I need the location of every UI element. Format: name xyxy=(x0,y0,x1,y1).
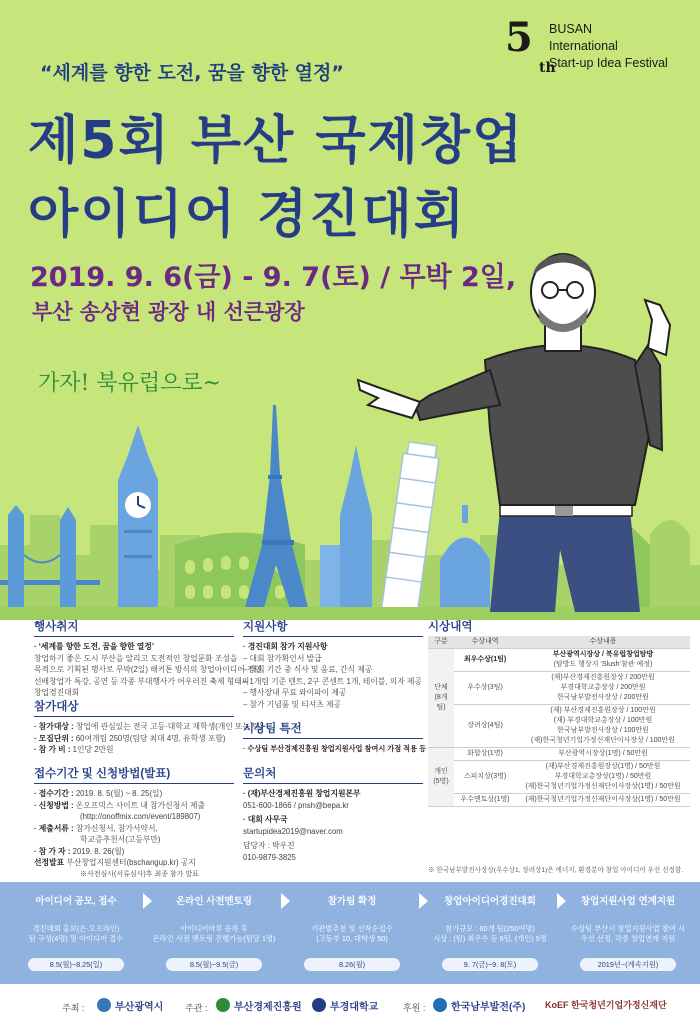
step-description xyxy=(12,924,140,954)
prize-table-body xyxy=(428,649,690,807)
prize-item: 한국남부발전사장상 / 100만원 xyxy=(557,727,649,734)
step-title: 온라인 사전멘토링 xyxy=(175,896,253,907)
support-line: – 행사장내 무료 와이파이 제공 xyxy=(243,688,347,697)
step-description xyxy=(426,924,554,954)
prize-note: ※ 한국남부발전사장상(우수상1, 장려상1)은 에너지, 환경분야 창업 아이디어 우선 선정함. xyxy=(428,867,684,874)
sponsor-1: 한국남부발전(주) xyxy=(451,1002,526,1013)
application-value: 온오프믹스 사이트 내 참가신청서 제출 xyxy=(75,800,205,810)
prize-table xyxy=(428,636,690,807)
prize-header: 수상내역 xyxy=(454,636,516,649)
prize-header-row xyxy=(428,636,690,649)
eligibility-value: 창업에 관심있는 전국 고등·대학교 재학생(개인 또는 팀) xyxy=(75,722,263,731)
contact-line[interactable]: 051-600-1866 / pnsh@bepa.kr xyxy=(243,800,349,810)
section-eligibility-title: 참가대상 xyxy=(34,698,234,717)
contact-email[interactable]: startupidea2019@naver.com xyxy=(243,826,343,836)
festival-line-3: Start-up Idea Festival xyxy=(549,56,668,70)
eligibility-key: · 참 가 비 : xyxy=(34,745,71,754)
step-description xyxy=(288,924,416,954)
main-title-line-1: 제5회 부산 국제창업 xyxy=(28,111,525,171)
section-contact-title: 문의처 xyxy=(243,765,423,784)
eligibility-key: · 모집단위 : xyxy=(34,733,74,743)
step-desc-line: 시상 : (팀) 최우수 등 9팀, (개인) 5명 xyxy=(433,934,547,943)
section-support-body xyxy=(243,641,423,710)
section-purpose xyxy=(34,618,265,699)
sponsor-footer xyxy=(0,990,700,1023)
prize-content xyxy=(516,649,690,672)
eligibility-value: 1인당 2만원 xyxy=(72,745,114,754)
step-date: 8.5(월)~9.5(금) xyxy=(166,958,262,971)
application-value: 참가신청서, 참가서약서, xyxy=(75,823,158,833)
section-special xyxy=(243,720,427,755)
step-date: 8.26(월) xyxy=(304,958,400,971)
host-label: 주최 : xyxy=(62,1003,85,1013)
step-title: 아이디어 공모, 접수 xyxy=(35,896,117,907)
step-title: 참가팀 확정 xyxy=(327,896,377,907)
event-date: 2019. 9. 6(금) - 9. 7(토) / 무박 2일, xyxy=(30,262,517,293)
step-desc-line: 우선 선정, 각종 창업연계 지원 xyxy=(580,934,676,943)
step-desc-line: 팀 구성(4명) 및 아이디어 접수 xyxy=(28,934,124,943)
section-application-body xyxy=(34,788,234,880)
application-row xyxy=(34,846,234,858)
step-description xyxy=(150,924,278,954)
support-line: – 참가 기념품 및 티셔츠 제공 xyxy=(243,699,342,709)
prize-row xyxy=(428,672,690,705)
step-description xyxy=(564,924,692,954)
prize-header: 구분 xyxy=(428,636,454,649)
section-purpose-body xyxy=(34,641,265,699)
bepa-logo-icon xyxy=(216,998,230,1012)
support-line: – 1개팀 기준 텐트, 2구 콘센트 1개, 테이블, 의자 제공 xyxy=(243,676,422,686)
prize-award: 장려상(4팀) xyxy=(454,705,516,748)
step-date: 2019년~(계속지원) xyxy=(580,958,676,971)
section-contact xyxy=(243,765,423,863)
prize-item: (재) 부경대학교총장상 / 100만원 xyxy=(553,717,653,724)
application-row xyxy=(34,834,234,846)
application-value: 부산창업지원센터(bschangup.kr) 공지 xyxy=(66,858,196,867)
step-desc-line: 경진대회 홍보(온·오프라인) xyxy=(32,924,120,933)
application-value: ※사전심사(서류심사)후 최종 참가 발표 xyxy=(80,870,199,878)
prize-award: 최우수상(1팀) xyxy=(454,649,516,672)
prize-item: (재)한국청년기업가정신재단이사장상(1명) / 50만원 xyxy=(525,783,681,790)
prize-award: 우수멘토상(1명) xyxy=(454,794,516,807)
process-step xyxy=(150,890,278,971)
application-row xyxy=(34,800,234,812)
festival-line-2: International xyxy=(549,39,618,53)
tagline: 가자! 북유럽으로~ xyxy=(38,371,222,396)
purpose-line: 선배창업가 특강, 공연 등 각종 부대행사가 어우러진 축제 형태의 xyxy=(34,676,250,686)
section-prize xyxy=(428,618,690,636)
support-line: – 대회 기간 중 식사 및 음료, 간식 제공 xyxy=(243,665,373,674)
application-value: (http://onoffmix.com/event/189807) xyxy=(80,812,201,821)
sponsor-label: 후원 : xyxy=(403,1003,426,1013)
prize-award: 스피치상(3명) xyxy=(454,761,516,794)
busan-logo-icon xyxy=(97,998,111,1012)
prize-item: (재)한국청년기업가정신재단이사장상 / 100만원 xyxy=(531,737,675,744)
festival-line-1: BUSAN xyxy=(549,22,593,36)
contact-phone[interactable]: 010-9879-3825 xyxy=(243,852,296,862)
section-contact-body xyxy=(243,788,423,863)
process-step xyxy=(12,890,140,971)
section-special-body xyxy=(243,743,427,755)
application-row xyxy=(34,823,234,835)
prize-row xyxy=(428,705,690,748)
eligibility-row xyxy=(34,721,263,733)
step-desc-line: 기관별추천 및 선착순접수 xyxy=(311,924,393,933)
prize-content xyxy=(516,794,690,807)
purpose-line: 목적으로 기획된 행사로 무박(2일) 해커톤 방식의 창업아이디어 경연, xyxy=(34,665,265,674)
application-key: · 제출서류 : xyxy=(34,823,74,833)
prize-row xyxy=(428,649,690,672)
prize-content xyxy=(516,761,690,794)
purpose-line: 창업경진대회 xyxy=(34,688,80,697)
application-row xyxy=(34,857,234,869)
prize-item: 부산광역시장상(1명) / 50만원 xyxy=(558,750,648,757)
section-eligibility-body xyxy=(34,721,263,756)
application-key: · 신청방법 : xyxy=(34,800,74,810)
section-purpose-title: 행사취지 xyxy=(34,618,234,637)
slogan: “세계를 향한 도전, 꿈을 향한 열정” xyxy=(40,62,344,84)
prize-item: (재) 부산경제진흥원장상 / 100만원 xyxy=(550,707,656,714)
support-line: · 경진대회 참가 지원사항 xyxy=(243,642,328,651)
contact-line: · (재)부산경제진흥원 창업지원본부 xyxy=(243,789,361,798)
festival-number: 5 xyxy=(505,14,533,61)
prize-row xyxy=(428,748,690,761)
purpose-line: · ‘세계를 향한 도전, 꿈을 향한 열정’ xyxy=(34,642,155,651)
step-desc-line: (고등부 10, 대학생 50) xyxy=(316,934,388,943)
process-step xyxy=(564,890,692,971)
section-special-title: 시상팀 특전 xyxy=(243,720,423,739)
section-application xyxy=(34,765,234,880)
section-application-title: 접수기간 및 신청방법(발표) xyxy=(34,765,234,784)
organizer-2: 부경대학교 xyxy=(330,1002,379,1013)
step-desc-line: 아이디어마루 등록 후 xyxy=(180,924,248,933)
application-value: 2019. 8. 5(월) ~ 8. 25(일) xyxy=(75,789,163,798)
prize-row xyxy=(428,761,690,794)
process-step xyxy=(288,890,416,971)
prize-content xyxy=(516,672,690,705)
prize-item: (탐방도 행상지 ‘Slush’참관 예정) xyxy=(553,661,653,668)
prize-content xyxy=(516,705,690,748)
prize-item: 한국남부발전사장상 / 200만원 xyxy=(557,694,649,701)
eligibility-row xyxy=(34,733,234,745)
pknu-logo-icon xyxy=(312,998,326,1012)
host-name: 부산광역시 xyxy=(115,1002,164,1013)
contact-line: 담당자 : 박우진 xyxy=(243,841,295,850)
organizer-label: 주관 : xyxy=(185,1003,208,1013)
step-desc-line: 참가규모 : 60개 팀(250여명) xyxy=(445,924,535,933)
section-prize-title: 시상내역 xyxy=(428,621,473,633)
prize-item: (재)부산경제진흥원장상 / 200만원 xyxy=(551,674,655,681)
section-eligibility xyxy=(34,698,263,756)
prize-item: 부경대학교총장상 / 200만원 xyxy=(560,684,646,691)
step-date: 9. 7(금)~9. 8(토) xyxy=(442,958,538,971)
eligibility-row xyxy=(34,744,234,756)
prize-item: 부경대학교총장상(1명) / 50만원 xyxy=(554,773,652,780)
step-date: 8.5(월)~8.25(일) xyxy=(28,958,124,971)
step-title: 창업아이디어경진대회 xyxy=(444,896,536,907)
step-desc-line: 수상팀 부산시 창업지원사업 참여 시 xyxy=(571,924,685,933)
prize-group: 개인 (5명) xyxy=(428,748,454,807)
festival-ordinal: th xyxy=(539,60,556,76)
prize-content xyxy=(516,748,690,761)
application-key: · 접수기간 : xyxy=(34,789,74,798)
special-line: · 수상팀 부산경제진흥원 창업지원사업 참여시 가점 적용 등 xyxy=(243,744,427,753)
event-venue: 부산 송상현 광장 내 선큰광장 xyxy=(32,300,305,324)
application-row xyxy=(34,788,234,800)
prize-item: 부산광역시장상 / 북유럽창업탐방 xyxy=(552,651,654,658)
prize-group: 단체 (8개팀) xyxy=(428,649,454,748)
sponsor-2: KoEF 한국청년기업가정신재단 xyxy=(545,1000,667,1010)
support-line: – 대회 참가확인서 발급 xyxy=(243,653,322,663)
eligibility-value: 60여개팀 250명(팀당 최대 4명, 유학생 포함) xyxy=(75,733,226,743)
process-step xyxy=(426,890,554,971)
application-key: · 참 가 자 : xyxy=(34,846,71,856)
festival-badge xyxy=(505,14,695,84)
organizer-1: 부산경제진흥원 xyxy=(234,1002,302,1013)
prize-item: (재)한국청년기업가정신재단이사장상(1명) / 50만원 xyxy=(525,796,681,803)
application-value: 2019. 8. 26(월) xyxy=(72,846,125,856)
purpose-line: 창업하기 좋은 도시 부산을 알리고 도전적인 창업문화 조성을 xyxy=(34,653,238,663)
application-row xyxy=(34,869,234,881)
prize-row xyxy=(428,794,690,807)
eligibility-key: · 참가대상 : xyxy=(34,722,74,731)
application-row xyxy=(34,811,234,823)
contact-line: · 대회 사무국 xyxy=(243,815,288,824)
prize-award: 우수상(3팀) xyxy=(454,672,516,705)
application-key: 선정발표 xyxy=(34,858,65,867)
prize-item: (재)부산경제진흥원장상(1명) / 50만원 xyxy=(545,763,661,770)
main-title-line-2: 아이디어 경진대회 xyxy=(28,185,466,245)
application-value: 학교증추천서(고등부만) xyxy=(80,835,161,844)
kospo-logo-icon xyxy=(433,998,447,1012)
prize-header: 수상내용 xyxy=(516,636,690,649)
step-title: 창업지원사업 연계지원 xyxy=(580,896,676,907)
section-support xyxy=(243,618,423,710)
section-support-title: 지원사항 xyxy=(243,618,423,637)
step-desc-line: 온라인 사전 멘토링 진행가능(팀당 1명) xyxy=(152,934,276,943)
prize-award: 화합상(1명) xyxy=(454,748,516,761)
